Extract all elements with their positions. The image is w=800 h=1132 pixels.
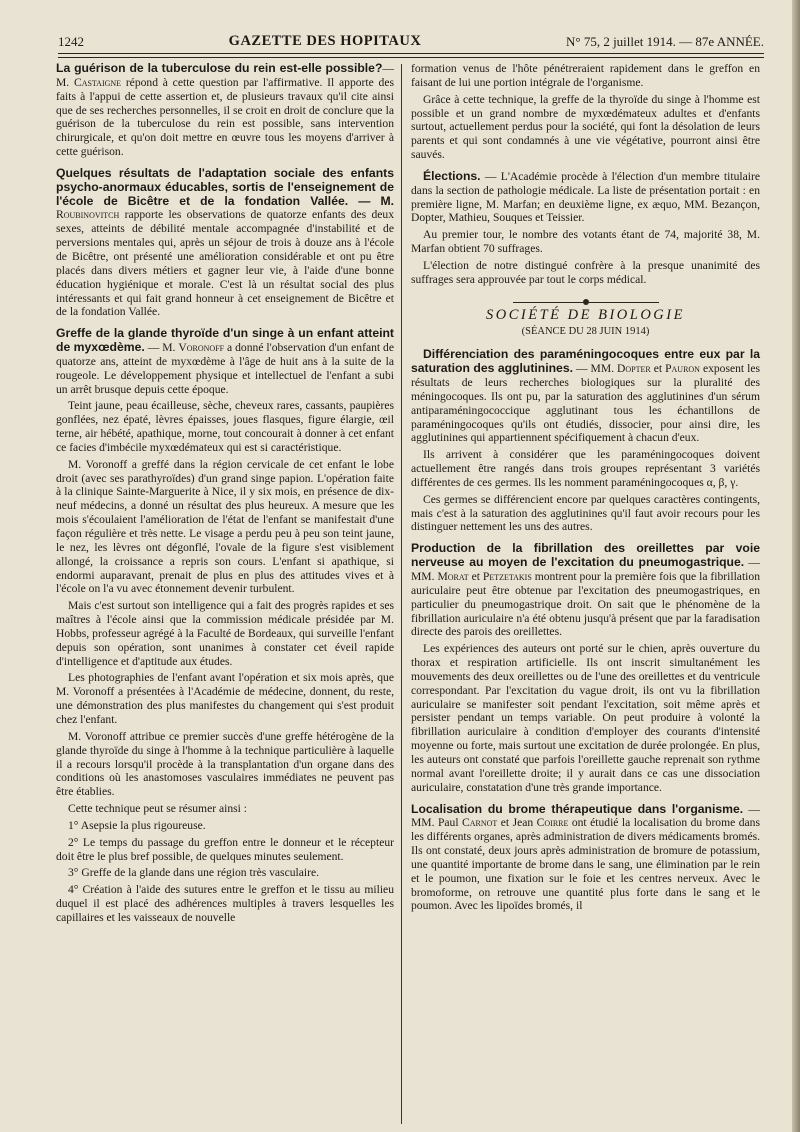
article-title: La guérison de la tuberculose du rein est-elle possible? [56,61,383,75]
author-name: Morat [437,570,469,583]
article-body: a donné l'observation d'un enfant de quatorze ans, atteint de myxœdème à l'âge de huit ans à la suite de la rougeole. Le développement physique et intellectuel de l'enfant a subi un arrêt brusque depuis cette époque. [56,341,394,396]
paragraph: M. Voronoff attribue ce premier succès d'une greffe hétérogène de la glande thyroïde du singe à l'homme à la technique particulière à laquelle il a recours lorsqu'il procède à la transplantation d'un organe dans des conditions où les anastomoses vasculaires immédiates ne peuvent pas être établies. [56,729,394,799]
article-brome: Localisation du brome thérapeutique dans l'organisme. — MM. Paul Carnot et Jean Coirre ont étudié la localisation du brome dans les différents organes, après administration de divers médicaments bromés. Ils ont constaté, deux jours après administration de bromure de potassium, une quantité importante de brome dans le sang, une élimination par le rein et le poumon, une fixation sur le foie et les centres nerveux. Avec le bromoforme, on retrouve une quantité plus forte dans le sang et le poumon. Avec les lipoïdes bromés, il [411,801,760,913]
paragraph: Au premier tour, le nombre des votants étant de 74, majorité 38, M. Marfan obtient 70 suffrages. [411,228,760,256]
paragraph: M. Voronoff a greffé dans la région cervicale de cet enfant le lobe droit (avec ses parathyroïdes) d'un grand singe papion. L'opération faite à la clinique Sainte-Marguerite à Nice, il y six mois, en présence de dix-neuf médecins, a donné un résultat des plus heureux. A mesure que les mois s'écoulaient l'amélioration de l'état de l'enfant se manifestait d'une façon régulière et très nette. Le visage a perdu peu à peu son teint jaune, le nez, les lèvres ont dégonflé, l'ovale de la figure s'est visiblement allongé, la croissance a repris son cours. L'enfant si apathique, si endormi auparavant, prenait de plus en plus des attitudes vives et à l'école on l'a vu avec étonnement devenir turbulent. [56,457,394,596]
author-name: Castaigne [73,75,122,89]
article-elections [411,170,760,287]
society-heading: SOCIÉTÉ DE BIOLOGIE [486,306,685,323]
article-title: Quelques résultats de l'adaptation sociale des enfants psycho-anormaux éducables, sortis de l'enseignement de l'école de Bicêtre et de la fondation Vallée. [56,165,394,208]
section-ornament [411,295,760,301]
left-column [56,62,394,928]
article-title: Greffe de la glande thyroïde d'un singe à un enfant atteint de myxœdème. [56,326,394,355]
author-name: Pauron [665,362,700,376]
list-item: 3° Greffe de la glande dans une région très vasculaire. [68,866,320,880]
column-divider [401,64,402,1124]
paragraph-continued: formation venus de l'hôte pénétreraient rapidement dans le greffon en faisant de lui une portion intégrale de l'organisme. [411,62,760,89]
list-item: 4° Création à l'aide des sutures entre le greffon et le tissu au milieu duquel il est placé des adhérences multiples à travers lesquelles les capillaires et les vaisseaux de nouvelle [56,883,394,924]
article-title: Production de la fibrillation des oreillettes par voie nerveuse au moyen de l'excitation du pneumogastrique. [411,541,760,570]
article-body: montrent pour la première fois que la fibrillation auriculaire peut être obtenue par l'excitation des pneumogastriques, en particulier du pneumogastrique droit. On sait que le phénomène de la fibrillation auriculaire n'a été obtenu jusqu'à présent que par la faradisation directe des parois des oreillettes. [411,570,760,639]
article-title: Localisation du brome thérapeutique dans l'organisme. [411,801,744,816]
article-title: Élections. [423,168,481,183]
header-rule-bottom [58,57,764,58]
article-body: rapporte les observations de quatorze enfants des deux sexes, atteints de débilité mentale accompagnée d'instabilité et de perversions mentales qui, après un séjour de trois à douze ans à l'école de Bicêtre, ont présenté une amélioration considérable et ont pu être placés dans divers métiers et gagner leur vie, à l'aide d'une bonne éducation hygiénique et morale. C'est là un résultat social des plus intéressants et qui fait grand honneur à cet enseignement de Bicêtre et de la fondation Vallée. [56,208,394,319]
author-name: Dopter [617,362,651,376]
page-number: 1242 [58,34,84,49]
article-parameningocoques: Différenciation des paraméningocoques entre eux par la saturation des agglutinines. — MM. Dopter et Pauron exposent les résultats de leurs recherches biologiques sur la pluralité des méningocoques. Ils ont pu, par la saturation des agglutinines d'un sérum antiparaméningococcique agglutinant tous les échantillons de paraméningocoques qu'ils ont étudiés, dissocier, pour ainsi dire, les agglutinines qui appartiennent spécifiquement à chacun d'eux. Ils arrivent à considérer que les paraméningocoques doivent actuellement être rangés dans trois groupes représentant 3 variétés différentes de ces germes. Ils les nomment paraméningocoques α, β, γ. Ces germes se différencient encore par quelques caractères contingents, mais c'est à la saturation des agglutinines qu'il faut avoir recours pour les distinguer nettement les uns des autres. [411,347,760,534]
author-name: Coirre [536,816,569,830]
article-body: ont étudié la localisation du brome dans les différents organes, après administration de divers médicaments bromés. Ils ont constaté, deux jours après administration de bromure de potassium, une quantité importante de brome dans le sang, une élimination par le rein et le poumon, une fixation sur le foie et les centres nerveux. Avec le bromoforme, on retrouve une quantité plus forte dans le sang et le poumon. Avec les lipoïdes bromés, il [411,816,760,913]
article-adaptation: Quelques résultats de l'adaptation sociale des enfants psycho-anormaux éducables, sortis de l'enseignement de l'école de Bicêtre et de la fondation Vallée. — M. Roubinovitch rapporte les observations de quatorze enfants des deux sexes, atteints de débilité mentale accompagnée d'instabilité et de perversions mentales qui, après un séjour de trois à douze ans à l'école de Bicêtre, ont présenté une amélioration considérable et ont pu être placés dans divers métiers et gagner leur vie, à l'aide d'une bonne éducation hygiénique et morale. C'est là un résultat social des plus intéressants et qui fait grand honneur à cet enseignement de Bicêtre et de la fondation Vallée. [56,165,394,319]
page-spine-shadow [792,0,800,1132]
list-item: 1° Asepsie la plus rigoureuse. [68,818,206,832]
article-body: exposent les résultats de leurs recherches biologiques sur la pluralité des méningocoques. Ils ont pu, par la saturation des agglutinines d'un sérum antiparaméningococcique agglutinant tous les échantillons de paraméningocoques qu'ils ont étudiés, dissocier, pour ainsi dire, les agglutinines qui appartiennent spécifiquement à chacun d'eux. [411,362,760,445]
page-header [58,22,764,50]
article-body: — L'Académie procède à l'élection d'un membre titulaire dans la section de pathologie médicale. La liste de présentation portait : en première ligne, M. Marfan; en deuxième ligne, ex æquo, MM. Bezançon, Dopter, Mathieu, Souques et Teissier. [411,169,760,225]
paragraph: L'élection de notre distingué confrère à la presque unanimité des suffrages sera approuvée par tout le corps médical. [411,258,760,286]
paragraph: Ils arrivent à considérer que les paraméningocoques doivent actuellement être rangés dans trois groupes représentant 3 variétés différentes de ces germes. Ils les nomment paraméningocoques α, β, γ. [411,448,760,489]
article-greffe-thyroide: Greffe de la glande thyroïde d'un singe à un enfant atteint de myxœdème. — M. Voronoff a donné l'observation d'un enfant de quatorze ans, atteint de myxœdème à l'âge de huit ans à la suite de la rougeole. Le développement physique et intellectuel de l'enfant a subi un arrêt brusque depuis cette époque. Teint jaune, peau écailleuse, sèche, cheveux rares, cassants, paupières gonflées, nez épaté, lèvres épaisses, joues flasques, figure élargie, œil terne, air hébété, apathique, morne, tout concourait à donner à cet enfant ce facies d'imbécile myxœdémateux qui est si caractéristique. M. Voronoff a greffé dans la région cervicale de cet enfant le lobe droit (avec ses parathyroïdes) d'un grand singe papion. L'opération faite à la clinique Sainte-Marguerite à Nice, il y six mois, en présence de dix-neuf médecins, a donné un résultat des plus heureux. A mesure que les mois s'écoulaient l'amélioration de l'état de l'enfant se manifestait d'une façon régulière et très nette. Le visage a perdu peu à peu son teint jaune, le nez, les lèvres ont dégonflé, l'ovale de la figure s'est visiblement allongé, la croissance a repris son cours. L'enfant si apathique, si endormi auparavant, prenait de plus en plus des attitudes vives et à l'école on l'a vu avec étonnement devenir turbulent. Mais c'est surtout son intelligence qui a fait des progrès rapides et ses maîtres à l'école ainsi que la commission médicale présidée par M. Hobbs, professeur agrégé à la Faculté de Bordeaux, qui surveille l'enfant depuis son opération, sont unanimes à constater cet éveil rapide d'intelligence et d'aptitude aux études. Les photographies de l'enfant avant l'opération et six mois après, que M. Voronoff a présentées à l'Académie de médecine, donnent, du reste, une démonstration des plus manifestes du changement qui s'est produit chez l'enfant. M. Voronoff attribue ce premier succès d'une greffe hétérogène de la glande thyroïde du singe à l'homme à la technique particulière à laquelle il a recours lorsqu'il procède à la transplantation d'un organe dans des conditions où les anastomoses vasculaires immédiates ne peuvent pas être établies. Cette technique peut se résumer ainsi : 1° Asepsie la plus rigoureuse. 2° Le temps du passage du greffon entre le donneur et le récepteur doit être le plus bref possible, de quelques minutes seulement. 3° Greffe de la glande dans une région très vasculaire. 4° Création à l'aide des sutures entre le greffon et le tissu au milieu duquel il est placé des adhérences multiples à travers lesquelles les capillaires et les vaisseaux de nouvelle [56,326,394,924]
article-title: Différenciation des paraméningocoques entre eux par la saturation des agglutinines. [411,347,760,376]
paragraph: Teint jaune, peau écailleuse, sèche, cheveux rares, cassants, paupières gonflées, nez épaté, lèvres épaisses, joues flasques, figure élargie, œil terne, air hébété, apathique, morne, tout concourait à donner à cet enfant ce facies d'imbécile myxœdémateux qui est si caractéristique. [56,399,394,454]
author-name: Petzetakis [482,570,532,583]
journal-title: GAZETTE DES HOPITAUX [228,33,422,49]
paragraph: Mais c'est surtout son intelligence qui a fait des progrès rapides et ses maîtres à l'école ainsi que la commission médicale présidée par M. Hobbs, professeur agrégé à la Faculté de Bordeaux, qui surveille l'enfant depuis son opération, sont unanimes à constater cet éveil rapide d'intelligence et d'aptitude aux études. [56,599,394,668]
paragraph: Les photographies de l'enfant avant l'opération et six mois après, que M. Voronoff a présentées à l'Académie de médecine, donnent, du reste, une démonstration des plus manifestes du changement qui s'est produit chez l'enfant. [56,671,394,726]
list-item: 2° Le temps du passage du greffon entre le donneur et le récepteur doit être le plus bref possible, de quelques minutes seulement. [56,835,394,863]
issue-line: N° 75, 2 juillet 1914. — 87e ANNÉE. [565,34,764,49]
author-name: Roubinovitch [56,208,120,222]
paragraph: Grâce à cette technique, la greffe de la thyroïde du singe à l'homme est possible et un grand nombre de myxœdémateux adultes et d'enfants surtout, actuellement perdus pour la société, qui font la désolation de leurs parents et qui sont condamnés à une vie végétative, pourront ainsi être sauvés. [411,92,760,162]
author-name: Voronoff [178,341,225,355]
paragraph: Ces germes se différencient encore par quelques caractères contingents, mais c'est à la saturation des agglutinines qu'il faut avoir recours pour les distinguer nettement les uns des autres. [411,492,760,534]
paragraph: Les expériences des auteurs ont porté sur le chien, après ouverture du thorax et respiration artificielle. Ils ont inscrit simultanément les mouvements des deux oreillettes ou de l'une des oreillettes et du ventricule correspondant. Par l'excitation du vague droit, ils ont vu la fibrillation auriculaire se manifester soit pendant l'excitation, soit même après et persister pendant un temps variable. On peut produire à volonté la fibrillation auriculaire à condition d'employer des courants d'intensité moyenne ou forte, mais surtout une excitation de durée prolongée. En plus, les auteurs ont constaté que parfois l'oreillette gauche reprenait son rythme normal avant l'oreillette droite; il y aurait dans ce cas une dissociation auriculaire, constatation d'une très grande importance. [411,642,760,794]
article-tuberculose: La guérison de la tuberculose du rein est-elle possible?— M. Castaigne répond à cette question par l'affirmative. Il apporte des faits à l'appui de cette assertion et, de plusieurs travaux qu'il cite ainsi que de ses recherches personnelles, il se croit en droit de conclure que la guérison de la tuberculose du rein est possible, sans intervention chirurgicale, et qu'on doit mettre en œuvre tous les moyens d'arriver à cette guérison. [56,61,394,159]
session-date: (SÉANCE DU 28 JUIN 1914) [521,325,650,337]
article-body: répond à cette question par l'affirmative. Il apporte des faits à l'appui de cette assertion et, de plusieurs travaux qu'il cite ainsi que de ses recherches personnelles, il se croit en droit de conclure que la guérison de la tuberculose du rein est possible, sans intervention chirurgicale, et qu'on doit mettre en œuvre tous les moyens d'arriver à cette guérison. [56,75,394,159]
article-fibrillation: Production de la fibrillation des oreillettes par voie nerveuse au moyen de l'excitation du pneumogastrique. — MM. Morat et Petzetakis montrent pour la première fois que la fibrillation auriculaire peut être obtenue par l'excitation des pneumogastriques, en particulier du pneumogastrique droit. On sait que le phénomène de la fibrillation auriculaire n'a été obtenu jusqu'à présent que par la faradisation directe des parois des oreillettes. Les expériences des auteurs ont porté sur le chien, après ouverture du thorax et respiration artificielle. Ils ont inscrit simultanément les mouvements des deux oreillettes ou de l'une des oreillettes et du ventricule correspondant. Par l'excitation du vague droit, ils ont vu la fibrillation auriculaire se manifester soit pendant l'excitation, soit même après et persister pendant un temps variable. On peut produire à volonté la fibrillation auriculaire à condition d'employer des courants d'intensité moyenne ou forte, mais surtout une excitation de durée prolongée. En plus, les auteurs ont constaté que parfois l'oreillette gauche reprenait son rythme normal avant l'oreillette droite; il y aurait dans ce cas une dissociation auriculaire, constatation d'une très grande importance. [411,541,760,794]
author-name: Carnot [462,816,498,830]
header-rule-top [58,53,764,54]
paragraph: Cette technique peut se résumer ainsi : [68,802,248,816]
right-column [411,62,760,916]
